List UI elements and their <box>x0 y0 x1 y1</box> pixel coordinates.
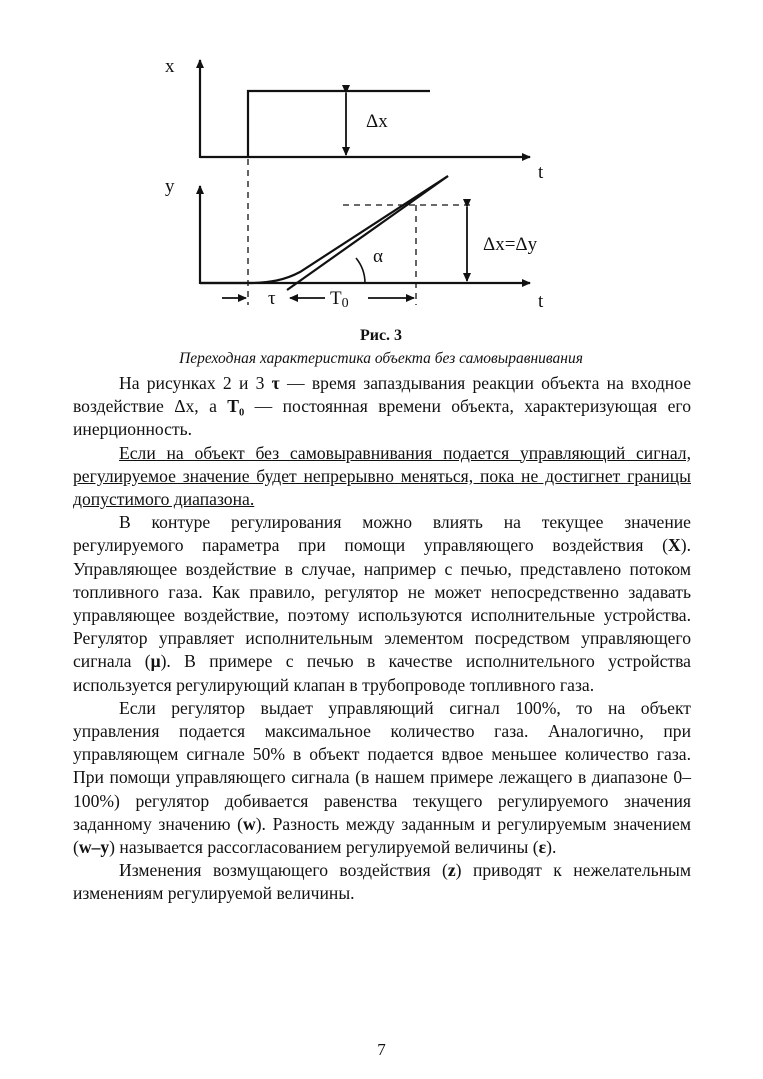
step-amplitude-label: Δx <box>366 111 388 132</box>
paragraph-4: Если регулятор выдает управляющий сигнал 100%, то на объект управления подается максимальное количество газа. Аналогично, при управляющем сигнале 50% в объект подается вдвое меньшее количество газа. При помощи управляющего сигнала (в нашем примере лежащего в диапазоне 0–100%) регулятор добивается равенства текущего регулируемого значения заданному значению (w). Разность между заданным и регулируемым значением (w–y) называется рассогласованием регулируемой величины (ε). <box>73 697 691 858</box>
bottom-axis-x-label: t <box>538 291 544 312</box>
page-number: 7 <box>377 1040 386 1059</box>
transient-response-figure <box>0 0 763 320</box>
paragraph-3: В контуре регулирования можно влиять на текущее значение регулируемого параметра при помощи управляющего воздействия (X). Управляющее воздействие в случае, например с печью, представлено потоком топливного газа. Как правило, регулятор не может непосредственно задавать управляющее воздействие, поэтому используются исполнительные устройства. Регулятор управляет исполнительным элементом посредством управляющего сигнала (μ). В примере с печью в качестве исполнительного устройства используется регулирующий клапан в трубопроводе топливного газа. <box>73 512 691 695</box>
paragraph-5: Изменения возмущающего воздействия (z) приводят к нежелательным изменениям регулируемой величины. <box>73 860 691 904</box>
figure-number: Рис. 3 <box>359 327 403 344</box>
step-signal <box>248 91 430 157</box>
top-axis-y-label: x <box>165 56 175 77</box>
paragraph-1: На рисунках 2 и 3 τ — время запаздывания реакции объекта на входное воздействие Δx, а T₀ — постоянная времени объекта, характеризующая его инерционность. <box>73 373 692 440</box>
paragraph-2-underlined: Если на объект без самовыравнивания подается управляющий сигнал, регулируемое значение будет непрерывно меняться, пока не достигнет границы допустимого диапазона. <box>73 442 691 510</box>
response-curve <box>200 176 448 283</box>
tau-label: τ <box>268 288 276 309</box>
t0-label: T0 <box>330 288 349 311</box>
delta-label: Δx=Δy <box>483 234 538 255</box>
tangent-line <box>287 176 448 290</box>
alpha-label: α <box>373 246 383 267</box>
figure-caption: Переходная характеристика объекта без самовыравнивания <box>179 350 583 367</box>
body-text <box>73 372 691 906</box>
top-graph <box>165 56 544 183</box>
bottom-axis-y-label: y <box>165 176 175 197</box>
bottom-graph <box>165 159 544 312</box>
alpha-angle-arc <box>356 258 365 283</box>
top-axis-x-label: t <box>538 162 544 183</box>
